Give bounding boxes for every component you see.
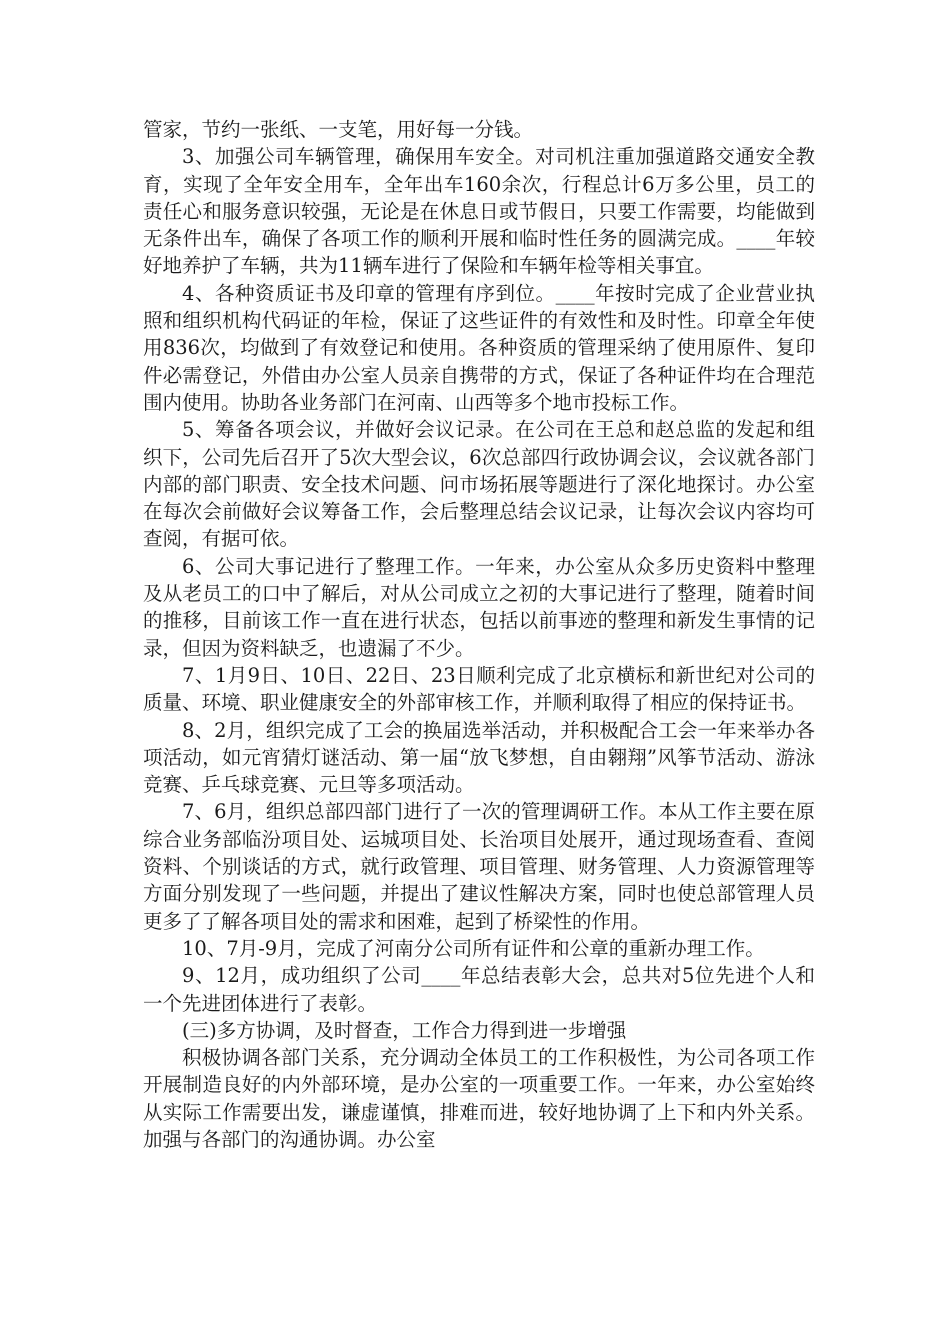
paragraph-vehicle-management: 3、加强公司车辆管理，确保用车安全。对司机注重加强道路交通安全教育，实现了全年安全用车，全年出车160余次，行程总计6万多公里，员工的责任心和服务意识较强，无论是在休息日或节假日，只要工作需要，均能做到无条件出车，确保了各项工作的顺利开展和临时性任务的圆满完成。____年较好地养护了车辆，共为11辆车进行了保险和车辆年检等相关事宜。 bbox=[143, 145, 815, 278]
paragraph-certificates-seals: 4、各种资质证书及印章的管理有序到位。____年按时完成了企业营业执照和组织机构代码证的年检，保证了这些证件的有效性和及时性。印章全年使用836次，均做到了有效登记和使用。各种资质的管理采纳了使用原件、复印件必需登记，外借由办公室人员亲自携带的方式，保证了各种证件均在合理范围内使用。协助各业务部门在河南、山西等多个地市投标工作。 bbox=[143, 281, 815, 414]
paragraph-coordination: 积极协调各部门关系，充分调动全体员工的工作积极性，为公司各项工作开展制造良好的内外部环境，是办公室的一项重要工作。一年来，办公室始终从实际工作需要出发，谦虚谨慎，排难而进，较好地协调了上下和内外关系。加强与各部门的沟通协调。办公室 bbox=[143, 1046, 815, 1151]
paragraph-audit: 7、1月9日、10日、22日、23日顺利完成了北京横标和新世纪对公司的质量、环境、职业健康安全的外部审核工作，并顺利取得了相应的保持证书。 bbox=[143, 663, 815, 715]
paragraph-chronicle: 6、公司大事记进行了整理工作。一年来，办公室从众多历史资料中整理及从老员工的口中了解后，对从公司成立之初的大事记进行了整理，随着时间的推移，目前该工作一直在进行状态，包括以前事迹的整理和新发生事情的记录，但因为资料缺乏，也遗漏了不少。 bbox=[143, 554, 815, 660]
paragraph-meetings: 5、筹备各项会议，并做好会议记录。在公司在王总和赵总监的发起和组织下，公司先后召开了5次大型会议，6次总部四行政协调会议，会议就各部门内部的部门职责、安全技术问题、问市场拓展等题进行了深化地探讨。办公室在每次会前做好会议筹备工作，会后整理总结会议记录，让每次会议内容均可查阅，有据可依。 bbox=[143, 418, 815, 551]
paragraph-awards-meeting: 9、12月，成功组织了公司____年总结表彰大会，总共对5位先进个人和一个先进团体进行了表彰。 bbox=[143, 964, 815, 1015]
document-page bbox=[143, 116, 815, 1153]
paragraph-union-activities: 8、2月，组织完成了工会的换届选举活动，并积极配合工会一年来举办各项活动，如元宵猜灯谜活动、第一届“放飞梦想，自由翱翔”风筝节活动、游泳竞赛、乒乓球竞赛、元旦等多项活动。 bbox=[143, 718, 815, 797]
paragraph-continuation: 管家，节约一张纸、一支笔，用好每一分钱。 bbox=[143, 118, 534, 141]
paragraph-henan-branch: 10、7月-9月，完成了河南分公司所有证件和公章的重新办理工作。 bbox=[182, 936, 765, 960]
section-heading-coordination: (三)多方协调，及时督查，工作合力得到进一步增强 bbox=[182, 1018, 627, 1042]
paragraph-management-research: 7、6月，组织总部四部门进行了一次的管理调研工作。本从工作主要在原综合业务部临汾项目处、运城项目处、长治项目处展开，通过现场查看、查阅资料、个别谈话的方式，就行政管理、项目管理、财务管理、人力资源管理等方面分别发现了一些问题，并提出了建议性解决方案，同时也使总部管理人员更多了了解各项目处的需求和困难，起到了桥梁性的作用。 bbox=[143, 800, 815, 933]
